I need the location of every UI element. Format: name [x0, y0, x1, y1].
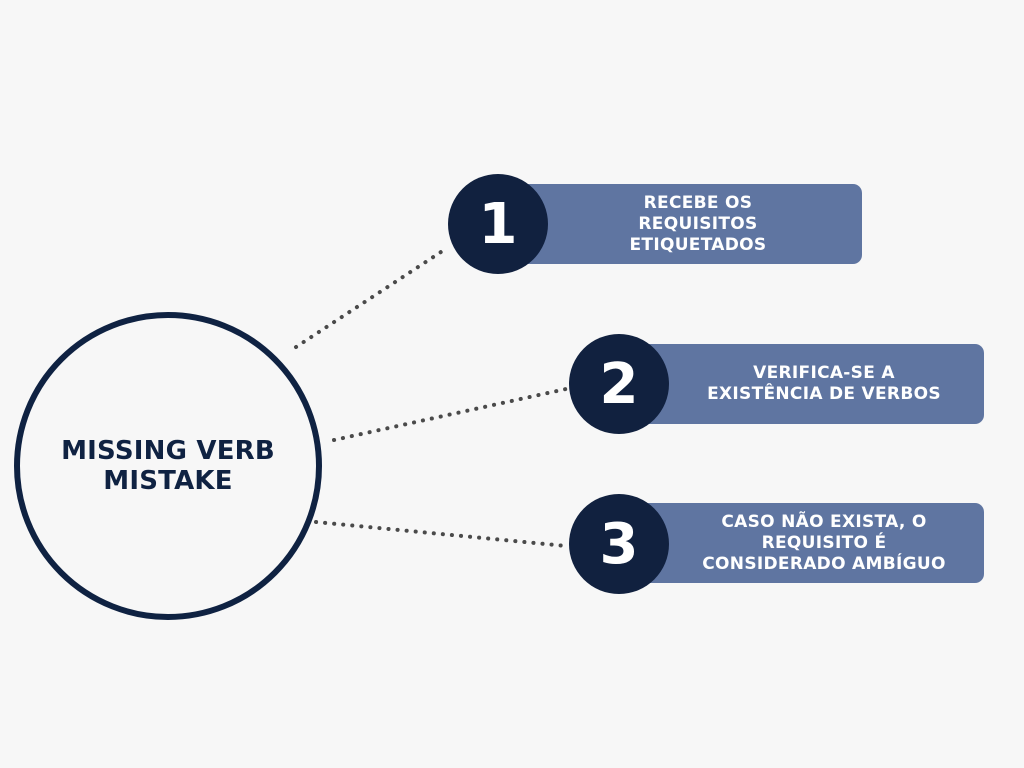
step-text-1: RECEBE OS REQUISITOS ETIQUETADOS — [629, 192, 767, 255]
step-box-3 — [630, 503, 984, 583]
main-concept-circle — [14, 312, 322, 620]
step-number-2: 2 — [599, 351, 639, 417]
step-number-1: 1 — [478, 191, 518, 257]
connector-line-2 — [334, 389, 566, 440]
step-text-3: CASO NÃO EXISTA, O REQUISITO É CONSIDERADO AMBÍGUO — [702, 511, 946, 574]
connector-line-3 — [316, 522, 566, 546]
step-box-1 — [510, 184, 862, 264]
step-number-circle-1 — [448, 174, 548, 274]
step-number-3: 3 — [599, 511, 639, 577]
main-concept-title: MISSING VERB MISTAKE — [61, 436, 275, 496]
connector-line-1 — [296, 250, 444, 347]
step-box-2 — [630, 344, 984, 424]
step-number-circle-2 — [569, 334, 669, 434]
step-number-circle-3 — [569, 494, 669, 594]
step-text-2: VERIFICA-SE A EXISTÊNCIA DE VERBOS — [707, 363, 941, 404]
